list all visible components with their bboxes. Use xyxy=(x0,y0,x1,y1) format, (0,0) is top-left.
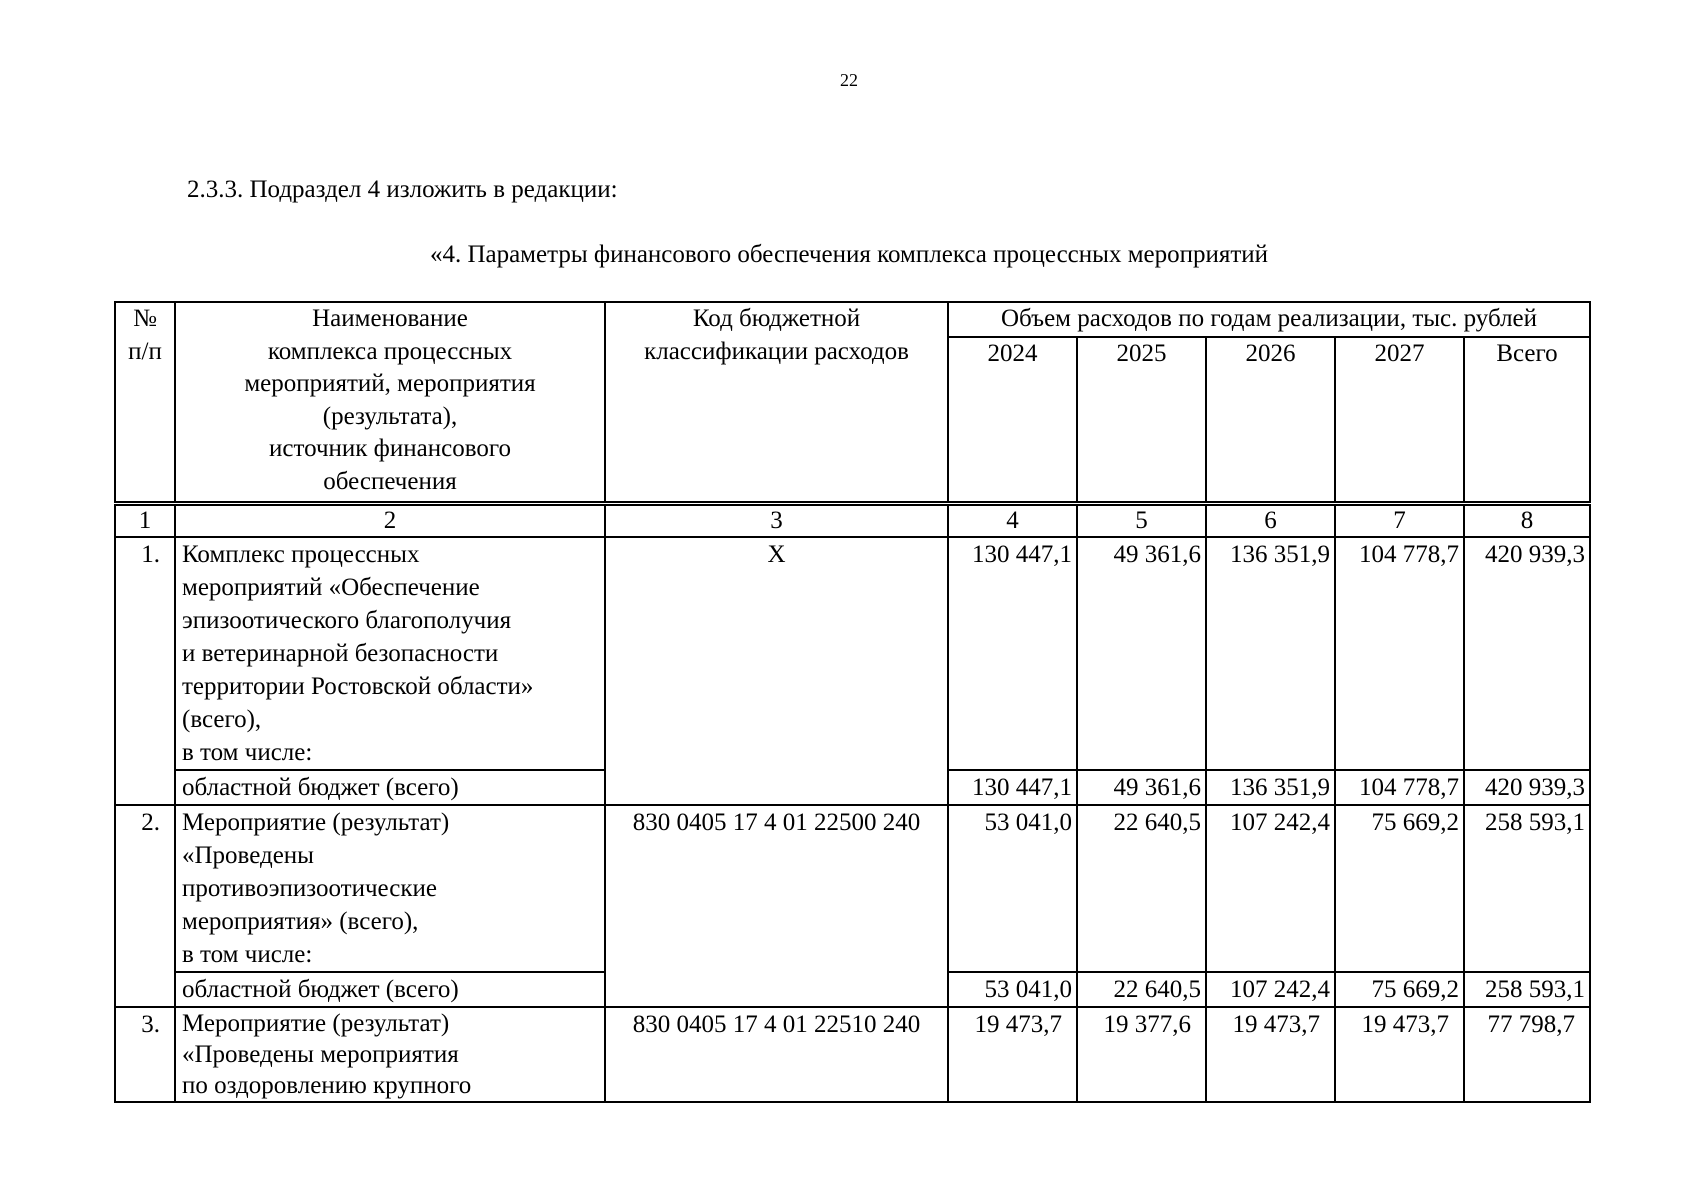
value-2025: 49 361,6 xyxy=(1077,537,1206,770)
header-name-line: мероприятий, мероприятия xyxy=(244,370,536,397)
value-2024: 19 473,7 xyxy=(948,1007,1077,1102)
row-name-line: противоэпизоотические xyxy=(182,874,437,902)
header-code-line: Код бюджетной xyxy=(692,305,861,332)
row-number: 3. xyxy=(115,1007,175,1102)
row-name xyxy=(175,805,605,972)
subvalue-2026: 136 351,9 xyxy=(1206,770,1335,805)
value-total: 258 593,1 xyxy=(1464,805,1590,972)
table-title-text: «4. Параметры финансового обеспечения комплекса процессных мероприятий xyxy=(429,241,1269,268)
row-name xyxy=(175,1007,605,1102)
row-name-line: по оздоровлению крупного xyxy=(182,1071,472,1099)
header-year-2025: 2025 xyxy=(1077,337,1206,504)
table-row xyxy=(115,805,1590,972)
subvalue-2026: 107 242,4 xyxy=(1206,972,1335,1007)
row-name-line: Мероприятие (результат) xyxy=(182,1009,450,1037)
page-number: 22 xyxy=(840,70,858,90)
value-2025: 19 377,6 xyxy=(1077,1007,1206,1102)
header-row-1 xyxy=(115,302,1590,337)
row-name-line: «Проведены xyxy=(182,841,314,869)
header-year-2026: 2026 xyxy=(1206,337,1335,504)
column-number: 3 xyxy=(605,503,948,537)
subvalue-2027: 75 669,2 xyxy=(1335,972,1464,1007)
value-2025: 22 640,5 xyxy=(1077,805,1206,972)
row-name-line: мероприятия» (всего), xyxy=(182,907,419,935)
header-code xyxy=(605,302,948,503)
header-year-2027: 2027 xyxy=(1335,337,1464,504)
table-row xyxy=(115,1007,1590,1102)
row-name-line: мероприятий «Обеспечение xyxy=(182,573,480,601)
row-name-line: в том числе: xyxy=(182,940,313,968)
subvalue-2024: 130 447,1 xyxy=(948,770,1077,805)
value-total: 77 798,7 xyxy=(1464,1007,1590,1102)
table-row xyxy=(115,537,1590,770)
header-num-line: п/п xyxy=(128,337,162,365)
subrow-name: областной бюджет (всего) xyxy=(175,972,605,1007)
financial-table xyxy=(114,301,1591,1103)
row-code: X xyxy=(605,537,948,805)
header-num xyxy=(115,302,175,503)
subvalue-2024: 53 041,0 xyxy=(948,972,1077,1007)
subrow-name: областной бюджет (всего) xyxy=(175,770,605,805)
row-name xyxy=(175,537,605,770)
column-number: 7 xyxy=(1335,503,1464,537)
table-title xyxy=(0,240,1698,270)
value-2026: 19 473,7 xyxy=(1206,1007,1335,1102)
value-2027: 75 669,2 xyxy=(1335,805,1464,972)
row-name-line: территории Ростовской области» xyxy=(182,672,534,700)
value-2027: 19 473,7 xyxy=(1335,1007,1464,1102)
header-year-2024: 2024 xyxy=(948,337,1077,504)
header-name-line: Наименование xyxy=(312,305,468,332)
header-code-line: классификации расходов xyxy=(644,337,909,365)
column-number: 6 xyxy=(1206,503,1335,537)
header-name-line: комплекса процессных xyxy=(267,337,513,365)
header-volume: Объем расходов по годам реализации, тыс. рублей xyxy=(948,302,1590,337)
header-name-line: источник финансового xyxy=(269,435,511,462)
column-number: 8 xyxy=(1464,503,1590,537)
header-name xyxy=(175,302,605,503)
value-2024: 130 447,1 xyxy=(948,537,1077,770)
subvalue-2025: 22 640,5 xyxy=(1077,972,1206,1007)
row-name-line: эпизоотического благополучия xyxy=(182,606,512,634)
row-name-line: Мероприятие (результат) xyxy=(182,808,450,836)
instruction-text: 2.3.3. Подраздел 4 изложить в редакции: xyxy=(187,176,618,203)
column-numbers-row xyxy=(115,503,1590,537)
row-code: 830 0405 17 4 01 22510 240 xyxy=(605,1007,948,1102)
row-number: 2. xyxy=(115,805,175,1007)
column-number: 2 xyxy=(175,503,605,537)
column-number: 4 xyxy=(948,503,1077,537)
row-name-line: в том числе: xyxy=(182,738,313,766)
value-total: 420 939,3 xyxy=(1464,537,1590,770)
subvalue-2025: 49 361,6 xyxy=(1077,770,1206,805)
value-2024: 53 041,0 xyxy=(948,805,1077,972)
subvalue-2027: 104 778,7 xyxy=(1335,770,1464,805)
row-name-line: «Проведены мероприятия xyxy=(182,1040,459,1068)
subvalue-total: 420 939,3 xyxy=(1464,770,1590,805)
column-number: 1 xyxy=(115,503,175,537)
value-2026: 136 351,9 xyxy=(1206,537,1335,770)
row-number: 1. xyxy=(115,537,175,805)
row-name-line: (всего), xyxy=(182,705,262,733)
row-name-line: Комплекс процессных xyxy=(182,540,420,568)
value-2026: 107 242,4 xyxy=(1206,805,1335,972)
value-2027: 104 778,7 xyxy=(1335,537,1464,770)
subvalue-total: 258 593,1 xyxy=(1464,972,1590,1007)
row-code: 830 0405 17 4 01 22500 240 xyxy=(605,805,948,1007)
row-name-line: и ветеринарной безопасности xyxy=(182,639,499,667)
header-name-line: обеспечения xyxy=(323,467,457,495)
header-num-line: № xyxy=(133,305,157,332)
column-number: 5 xyxy=(1077,503,1206,537)
header-name-line: (результата), xyxy=(322,402,458,430)
header-total: Всего xyxy=(1464,337,1590,504)
